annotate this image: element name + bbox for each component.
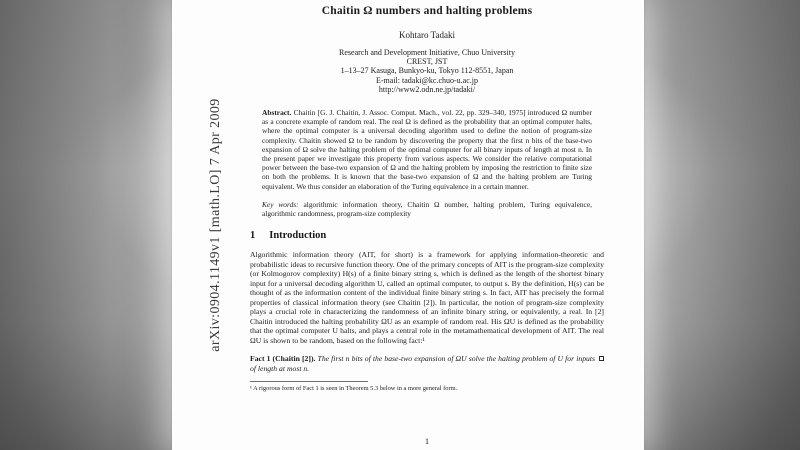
footnote-rule bbox=[250, 381, 368, 382]
affiliation-line-1: Research and Development Initiative, Chuo University bbox=[339, 48, 515, 57]
affiliation-block bbox=[250, 48, 604, 94]
footnote-text: ¹ A rigorous form of Fact 1 is seen in Theorem 5.3 below in a more general form. bbox=[250, 385, 458, 393]
abstract-block bbox=[262, 108, 592, 191]
paper-page bbox=[172, 0, 644, 450]
abstract-text: Chaitin [G. J. Chaitin, J. Assoc. Comput. Mach., vol. 22, pp. 329–340, 1975] introduced Ω number as a concrete example of random real. The real Ω is defined as the probability that an optimal computer halts, where the optimal computer is a universal decoding algorithm used to define the notion of program-size complexity. Chaitin showed Ω to be random by discovering the property that the first n bits of the base-two expansion of Ω solve the halting problem of the optimal computer for all binary inputs of length at most n. In the present paper we investigate this property from various aspects. We consider the relative computational power between the base-two expansion of Ω and the halting problem by imposing the restriction to finite size on both the problems. It is known that the base-two expansion of Ω and the halting problem are Turing equivalent. We thus consider an elaboration of the Turing equivalence in a certain manner. bbox=[262, 108, 592, 191]
keywords-text: algorithmic information theory, Chaitin Ω number, halting problem, Turing equivalence, algorithmic randomness, program-size complexity bbox=[262, 199, 592, 219]
url-link[interactable]: http://www2.odn.ne.jp/tadaki/ bbox=[378, 84, 476, 94]
fact-text: The first n bits of the base-two expansion of ΩU solve the halting problem of U for inputs of length at most n. bbox=[250, 354, 596, 373]
qed-square-icon bbox=[599, 356, 604, 361]
affiliation-line-2: CREST, JST bbox=[406, 57, 448, 67]
section-number: 1 bbox=[250, 230, 256, 242]
paper-author: Kohtaro Tadaki bbox=[399, 30, 455, 40]
page-number: 1 bbox=[424, 436, 430, 446]
paper-title: Chaitin Ω numbers and halting problems bbox=[321, 5, 533, 17]
keywords-label: Key words: bbox=[262, 199, 299, 209]
section-heading bbox=[250, 230, 604, 241]
section-title: Introduction bbox=[269, 230, 327, 242]
arxiv-watermark: arXiv:0904.1149v1 [math.LO] 7 Apr 2009 bbox=[208, 98, 223, 352]
page-content bbox=[250, 0, 604, 450]
fact-block bbox=[250, 354, 604, 373]
keywords-block bbox=[262, 200, 592, 218]
abstract-label: Abstract. bbox=[262, 108, 292, 118]
intro-paragraph: Algorithmic information theory (AIT, for short) is a framework for applying information-theoretic and probabilistic ideas to recursive function theory. One of the primary concepts of AIT is the program-size complexity (or Kolmogorov complexity) H(s) of a finite binary string s, which is defined as the length of the shortest binary input for a universal decoding algorithm U, called an optimal computer, to output s. By the definition, H(s) can be thought of as the information content of the individual finite binary string s. In fact, AIT has precisely the formal properties of classical information theory (see Chaitin [2]). In particular, the notion of program-size complexity plays a crucial role in characterizing the randomness of an infinite binary string, or equivalently, a real. In [2] Chaitin introduced the halting probability ΩU as an example of random real. His ΩU is defined as the probability that the optimal computer U halts, and plays a central role in the metamathematical development of AIT. The real ΩU is shown to be random, based on the following fact:¹ bbox=[250, 250, 604, 345]
affiliation-line-3: 1–13–27 Kasuga, Bunkyo-ku, Tokyo 112-8551, Japan bbox=[340, 66, 514, 76]
fact-label: Fact 1 (Chaitin [2]). bbox=[250, 354, 316, 364]
email-link[interactable]: E-mail: tadaki@kc.chuo-u.ac.jp bbox=[376, 75, 478, 85]
